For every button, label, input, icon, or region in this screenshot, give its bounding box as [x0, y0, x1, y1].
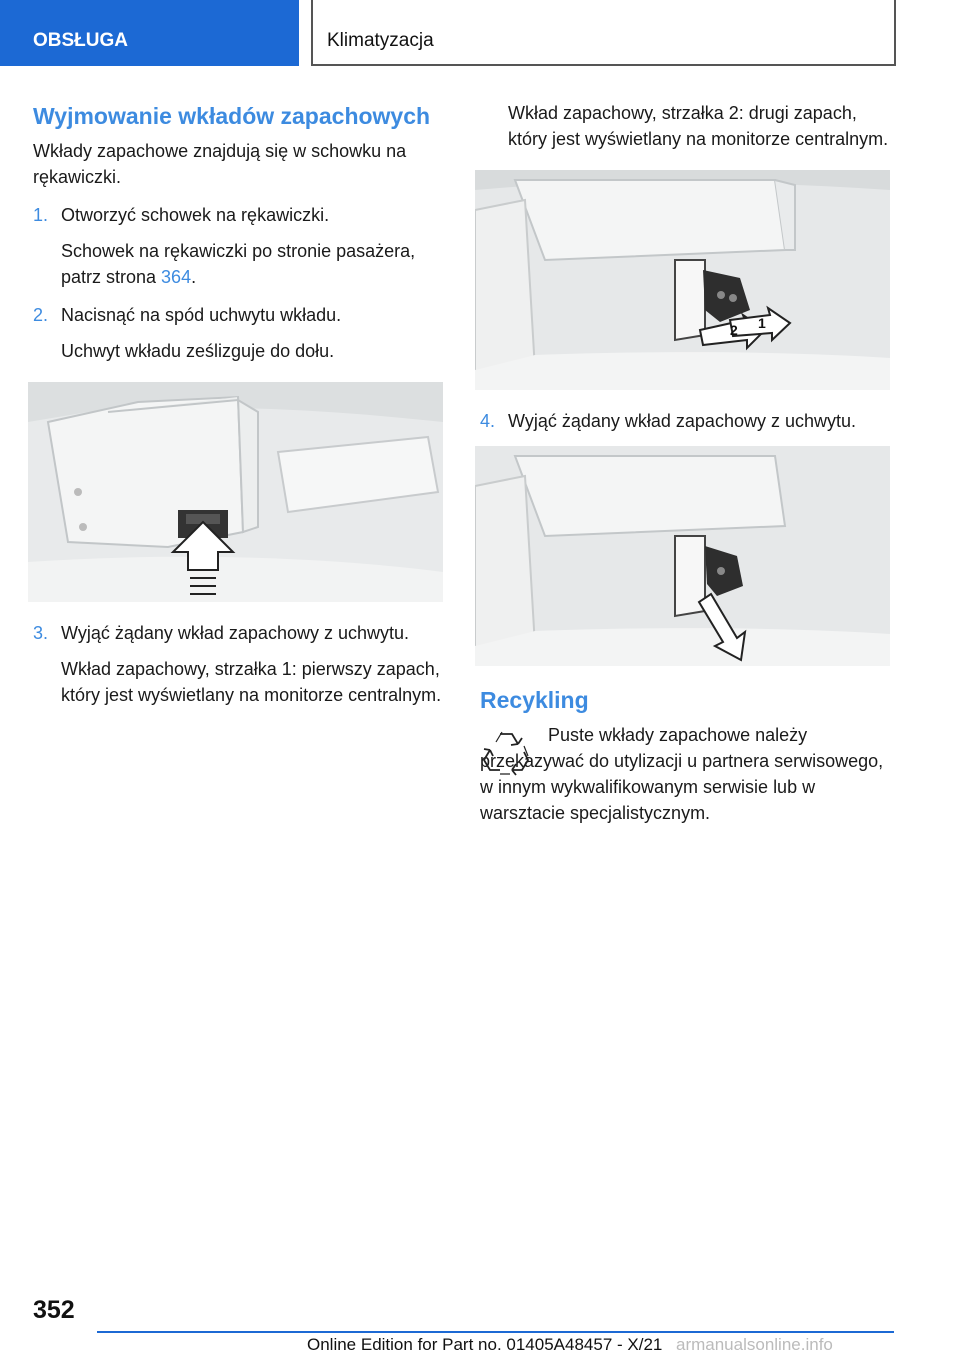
page-link[interactable]: 364 — [161, 267, 192, 287]
scent-holder-arrows-illustration — [475, 170, 890, 390]
step-text: Wyjąć żądany wkład zapachowy z uchwytu. — [508, 411, 856, 431]
edition-text: Online Edition for Part no. 01405A48457 - X/21 — [307, 1335, 663, 1354]
step-3 — [33, 620, 445, 646]
chapter-title: Klimatyzacja — [327, 30, 434, 51]
watermark: armanualsonline.info — [676, 1335, 833, 1354]
step-1 — [33, 202, 445, 228]
recycling-text: Puste wkłady zapachowe należy przekazywać do utylizacji u partnera serwisowego, w innym wykwalifikowanym serwisie lub w warsztacie specjalistycznym. — [480, 725, 884, 823]
step-3-detail-cont — [480, 100, 892, 152]
step-number: 1. — [33, 205, 49, 225]
header-section-tab — [0, 0, 299, 66]
step-detail-text: Uchwyt wkładu ześlizguje do dołu. — [61, 341, 335, 361]
section-title: OBSŁUGA — [33, 30, 128, 51]
step-4 — [480, 408, 892, 434]
left-column — [33, 100, 445, 708]
scent-removal-illustration — [475, 446, 890, 666]
section-heading: Wyjmowanie wkładów zapachowych — [33, 103, 431, 129]
recycling-icon — [480, 726, 532, 778]
right-column — [480, 100, 892, 826]
recycling-heading: Recykling — [480, 687, 589, 713]
step-number: 2. — [33, 305, 49, 325]
step-number: 4. — [480, 411, 496, 431]
header-chapter-tab — [311, 0, 896, 66]
step-detail-text: Schowek na rękawiczki po stronie pasażera, patrz strona — [61, 241, 416, 287]
step-text: Nacisnąć na spód uchwytu wkładu. — [61, 305, 342, 325]
page-number: 352 — [33, 1296, 75, 1324]
step-text: Wyjąć żądany wkład zapachowy z uchwytu. — [61, 623, 409, 643]
footer-divider — [97, 1331, 894, 1333]
glovebox-press-illustration — [28, 382, 443, 602]
step-text: Otworzyć schowek na rękawiczki. — [61, 205, 330, 225]
step-detail-end: . — [191, 267, 197, 287]
arrow-label-1: 1 — [758, 315, 766, 331]
step-detail-text: Wkład zapachowy, strzałka 2: drugi zapach, który jest wyświetlany na monitorze centralnym. — [508, 103, 889, 149]
arrow-label-2: 2 — [730, 322, 738, 338]
step-3-detail — [33, 656, 445, 708]
intro-text: Wkłady zapachowe znajdują się w schowku na rękawiczki. — [33, 141, 407, 187]
recycling-note — [480, 722, 892, 826]
step-2-detail — [33, 338, 445, 364]
step-1-detail — [33, 238, 445, 290]
step-detail-text: Wkład zapachowy, strzałka 1: pierwszy zapach, który jest wyświetlany na monitorze centralnym. — [61, 659, 442, 705]
step-number: 3. — [33, 623, 49, 643]
step-2 — [33, 302, 445, 328]
